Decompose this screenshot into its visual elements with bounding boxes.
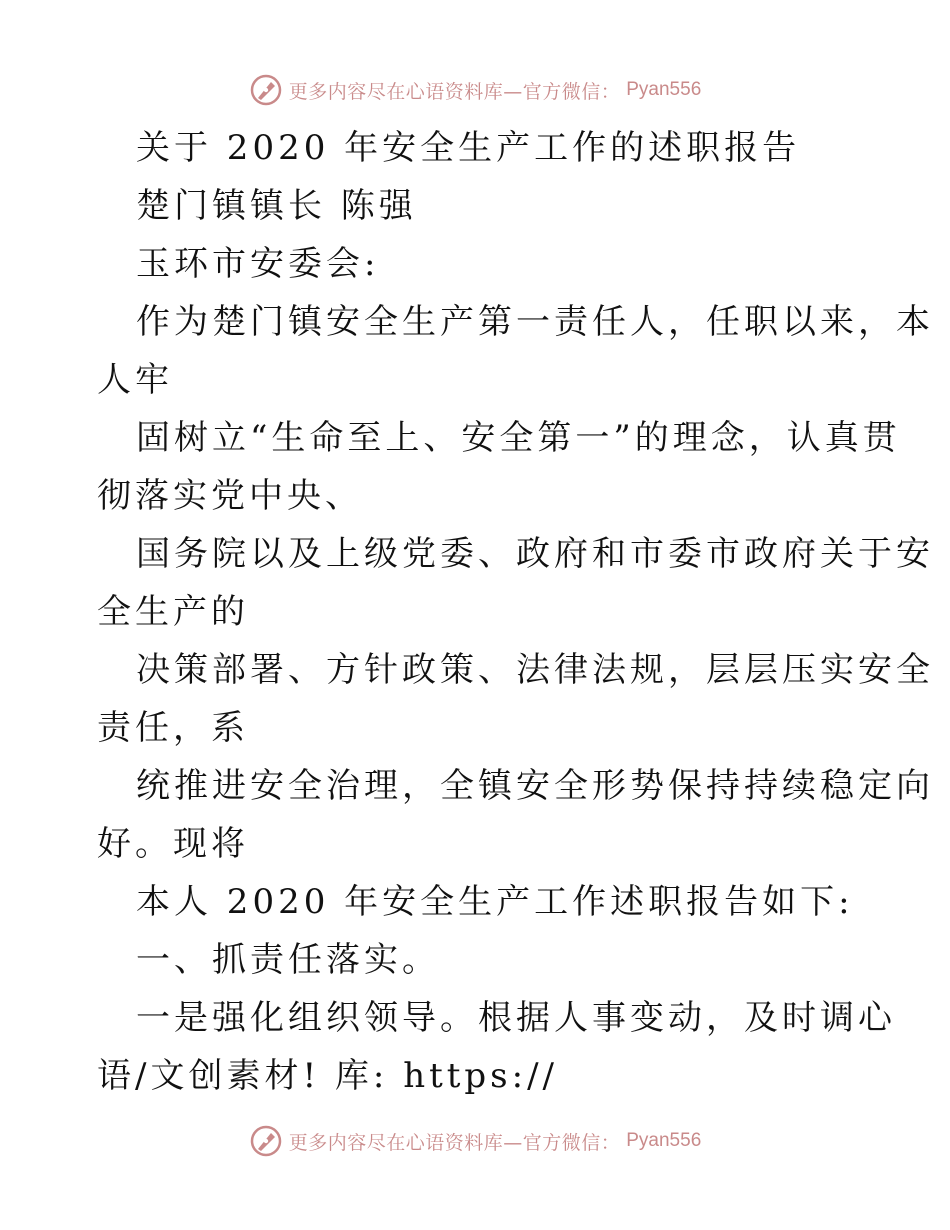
paragraph-line: 全生产的 [97,592,249,632]
section-heading: 一、抓责任落实。 [136,940,440,980]
paragraph-line: 一是强化组织领导。根据人事变动，及时调心 [136,998,896,1038]
watermark-wechat-id: Pyan556 [626,79,702,100]
paragraph-line: 责任，系 [97,708,249,748]
watermark-text: 更多内容尽在心语资料库—官方微信： [288,80,621,103]
pen-nib-logo-icon [249,1124,283,1158]
paragraph-line: 统推进安全治理，全镇安全形势保持持续稳定向 [136,766,934,806]
paragraph-line: 语/文创素材! 库: https:// [97,1056,558,1096]
paragraph-line: 固树立“生命至上、安全第一”的理念，认真贯 [136,418,901,458]
paragraph-line: 人牢 [97,360,173,400]
footer-watermark [0,1121,950,1161]
recipient-line: 玉环市安委会: [136,244,380,284]
paragraph-line: 作为楚门镇安全生产第一责任人，任职以来，本 [136,302,934,342]
paragraph-line: 国务院以及上级党委、政府和市委市政府关于安 [136,534,934,574]
report-title: 关于 2020 年安全生产工作的述职报告 [136,128,801,168]
paragraph-line: 彻落实党中央、 [97,476,363,516]
paragraph-line: 决策部署、方针政策、法律法规，层层压实安全 [136,650,934,690]
paragraph-line: 好。现将 [97,824,249,864]
header-watermark [0,70,950,110]
watermark-text: 更多内容尽在心语资料库—官方微信： [288,1131,621,1154]
pen-nib-logo-icon [249,73,283,107]
author-line: 楚门镇镇长 陈强 [136,186,417,226]
watermark-wechat-id: Pyan556 [626,1130,702,1151]
paragraph-line: 本人 2020 年安全生产工作述职报告如下: [136,882,854,922]
